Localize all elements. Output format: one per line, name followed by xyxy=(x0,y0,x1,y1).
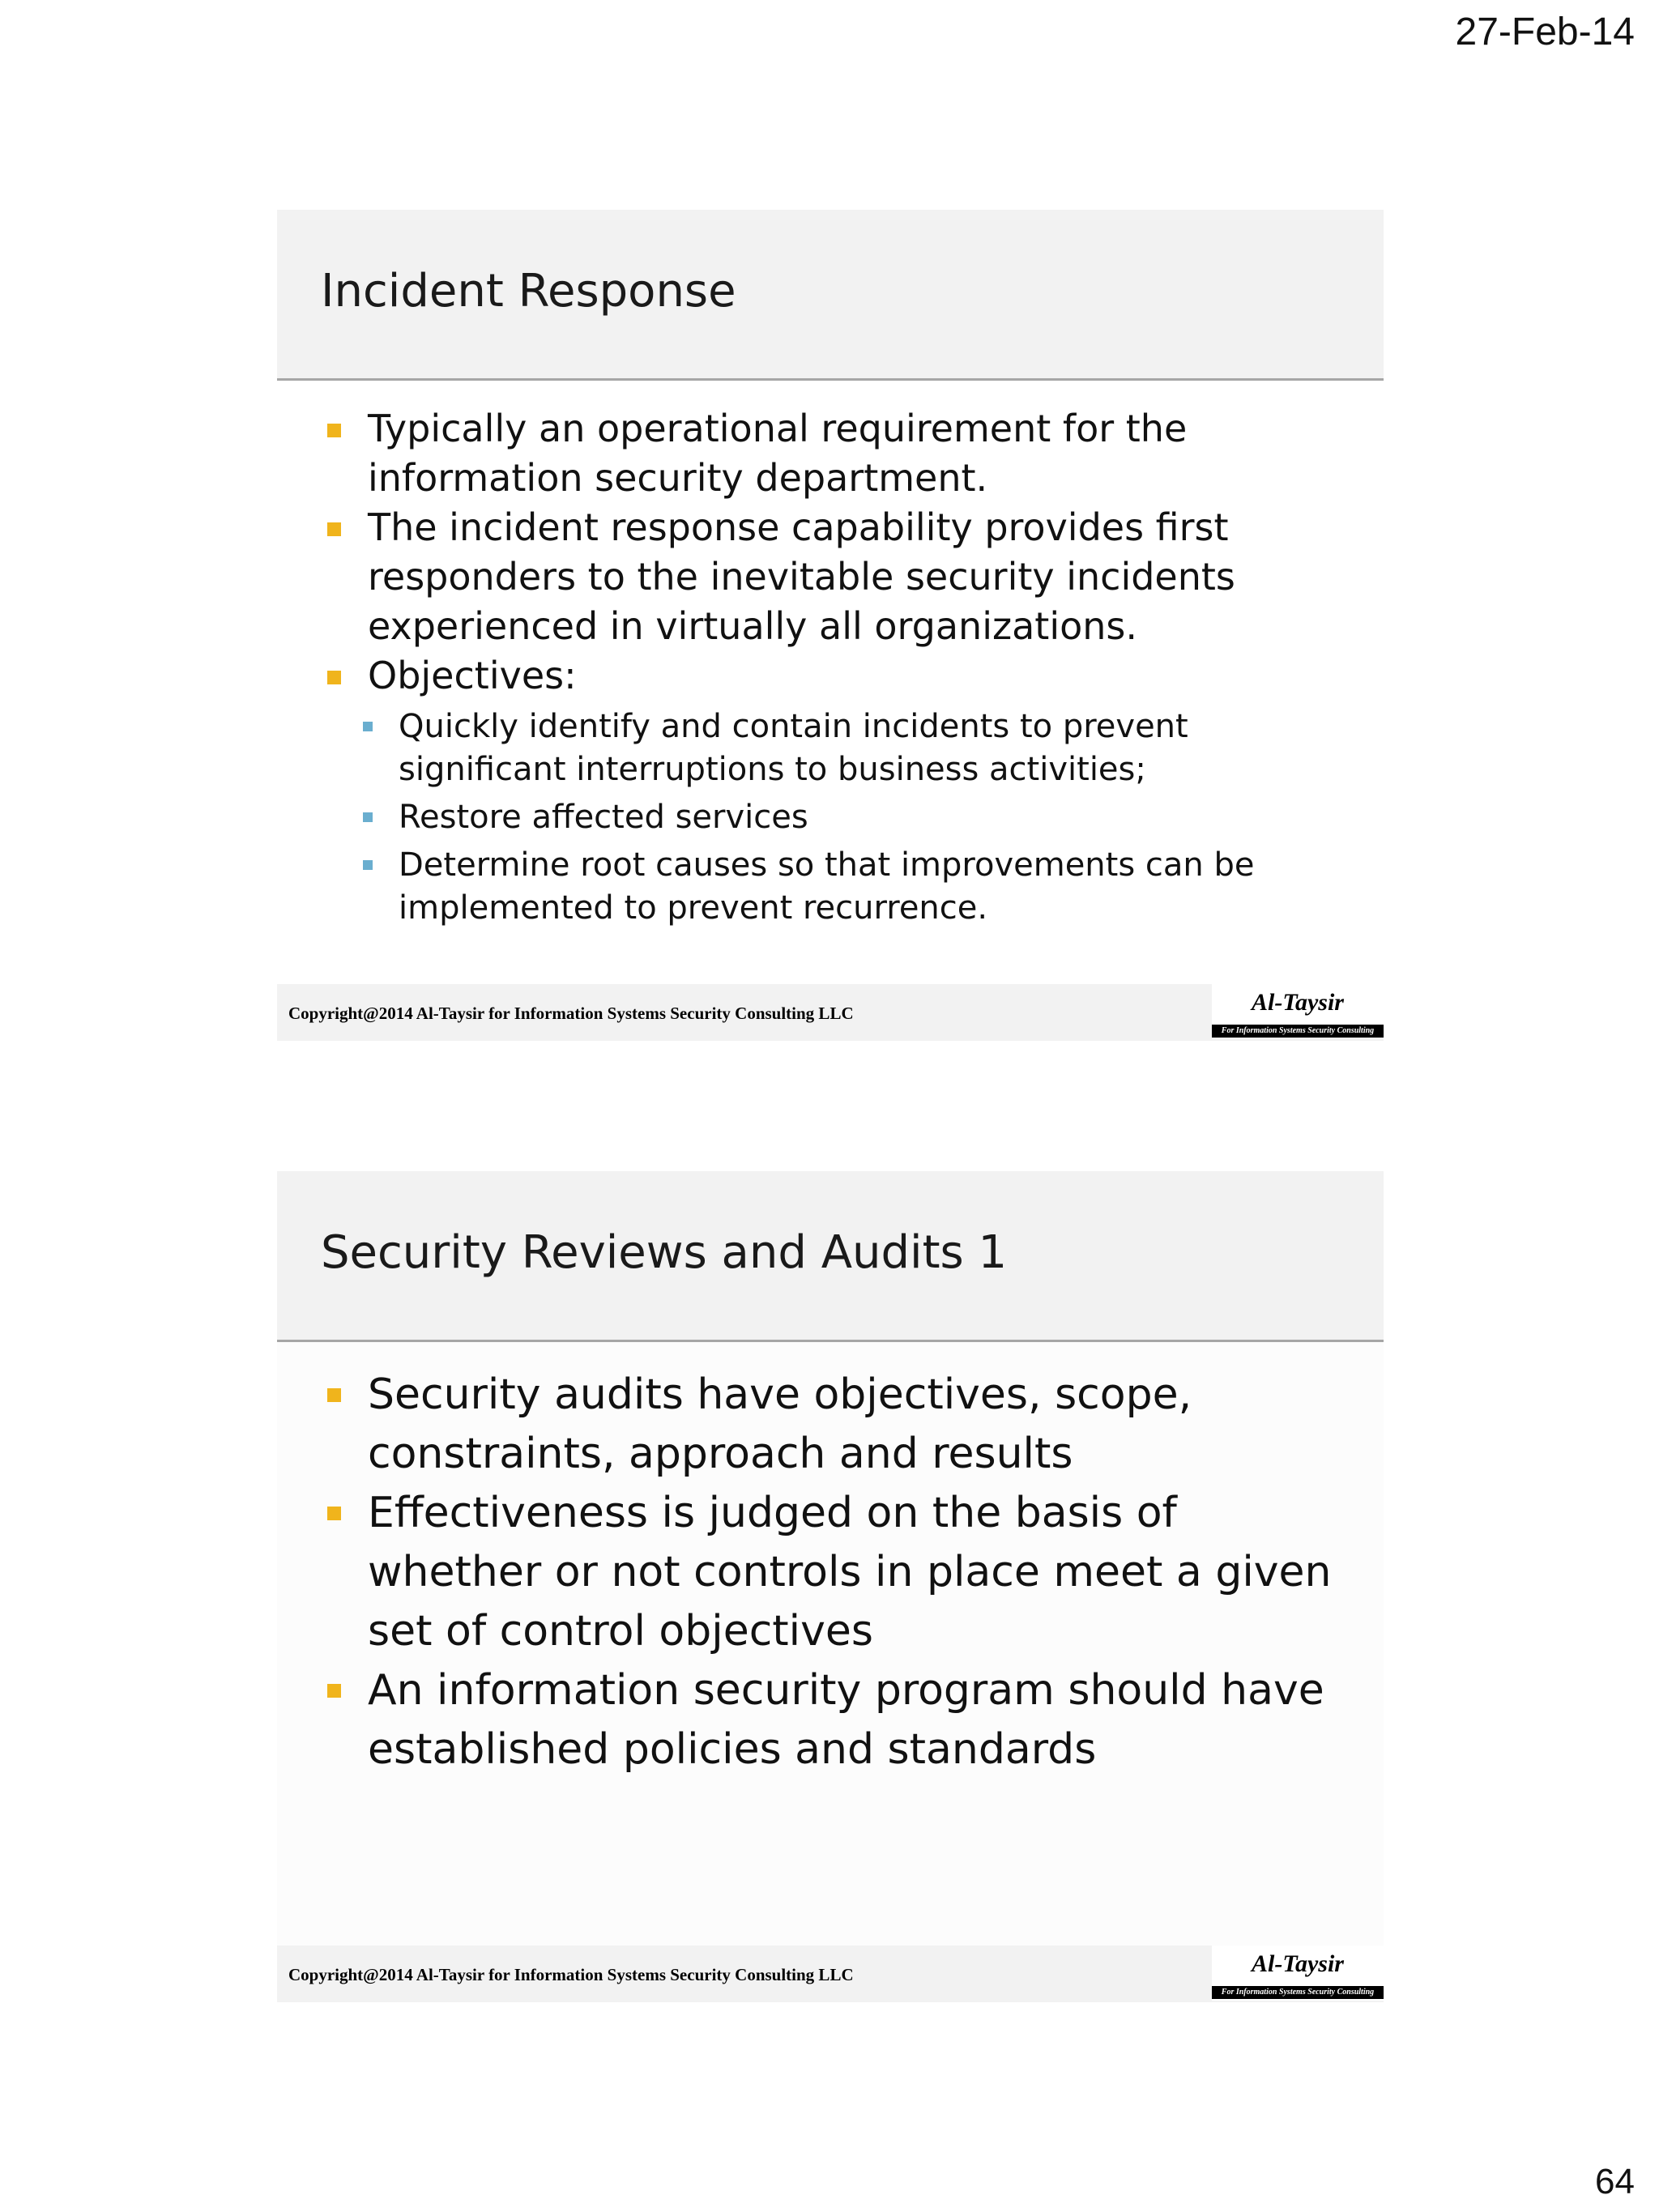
page-date: 27-Feb-14 xyxy=(1455,11,1635,53)
logo-name: Al-Taysir xyxy=(1252,1950,1344,1977)
bullet-item xyxy=(327,404,1351,503)
bullet-list xyxy=(327,404,1351,935)
logo-name: Al-Taysir xyxy=(1252,989,1344,1016)
sub-bullet-item xyxy=(363,844,1351,930)
slide-title-bar xyxy=(277,1171,1384,1342)
company-logo xyxy=(1212,1946,1384,2001)
square-bullet-icon xyxy=(327,522,341,536)
bullet-item xyxy=(327,1366,1351,1484)
bullet-item xyxy=(327,1661,1351,1779)
square-bullet-icon xyxy=(327,1684,341,1698)
bullet-item xyxy=(327,1484,1351,1661)
small-square-bullet-icon xyxy=(363,812,373,822)
slide-title: Incident Response xyxy=(321,265,736,318)
sub-bullet-text: Determine root causes so that improvements can be implemented to prevent recurrence. xyxy=(399,846,1255,927)
bullet-text: Security audits have objectives, scope, constraints, approach and results xyxy=(368,1370,1192,1478)
copyright-text: Copyright@2014 Al-Taysir for Information Systems Security Consulting LLC xyxy=(288,1965,854,1984)
logo-tagline: For Information Systems Security Consulting xyxy=(1212,1986,1384,1999)
sub-bullet-text: Restore affected services xyxy=(399,799,808,836)
bullet-text: Effectiveness is judged on the basis of whether or not controls in place meet a given set of control objectives xyxy=(368,1489,1332,1656)
sub-bullet-item xyxy=(363,705,1351,791)
square-bullet-icon xyxy=(327,1388,341,1402)
square-bullet-icon xyxy=(327,671,341,684)
bullet-item xyxy=(327,503,1351,651)
slide-footer xyxy=(277,1946,1384,2002)
company-logo xyxy=(1212,984,1384,1039)
small-square-bullet-icon xyxy=(363,722,373,731)
bullet-item xyxy=(327,651,1351,701)
bullet-text: Typically an operational requirement for the information security department. xyxy=(368,407,1188,500)
slide-title: Security Reviews and Audits 1 xyxy=(321,1226,1008,1279)
square-bullet-icon xyxy=(327,1507,341,1520)
page-number: 64 xyxy=(1595,2162,1635,2201)
slide-security-reviews xyxy=(277,1171,1384,2002)
bullet-list xyxy=(327,1366,1351,1779)
logo-tagline: For Information Systems Security Consulting xyxy=(1212,1025,1384,1038)
bullet-text: An information security program should have established policies and standards xyxy=(368,1666,1324,1774)
bullet-text: Objectives: xyxy=(368,654,577,697)
sub-bullet-text: Quickly identify and contain incidents to prevent significant interruptions to business activities; xyxy=(399,708,1188,788)
copyright-text: Copyright@2014 Al-Taysir for Information Systems Security Consulting LLC xyxy=(288,1004,854,1023)
bullet-text: The incident response capability provides first responders to the inevitable security incidents experienced in virtually all organizations. xyxy=(368,505,1235,648)
small-square-bullet-icon xyxy=(363,860,373,870)
sub-bullet-item xyxy=(363,796,1351,839)
square-bullet-icon xyxy=(327,424,341,437)
slide-footer xyxy=(277,984,1384,1041)
slide-title-bar xyxy=(277,210,1384,381)
slide-incident-response xyxy=(277,210,1384,1041)
